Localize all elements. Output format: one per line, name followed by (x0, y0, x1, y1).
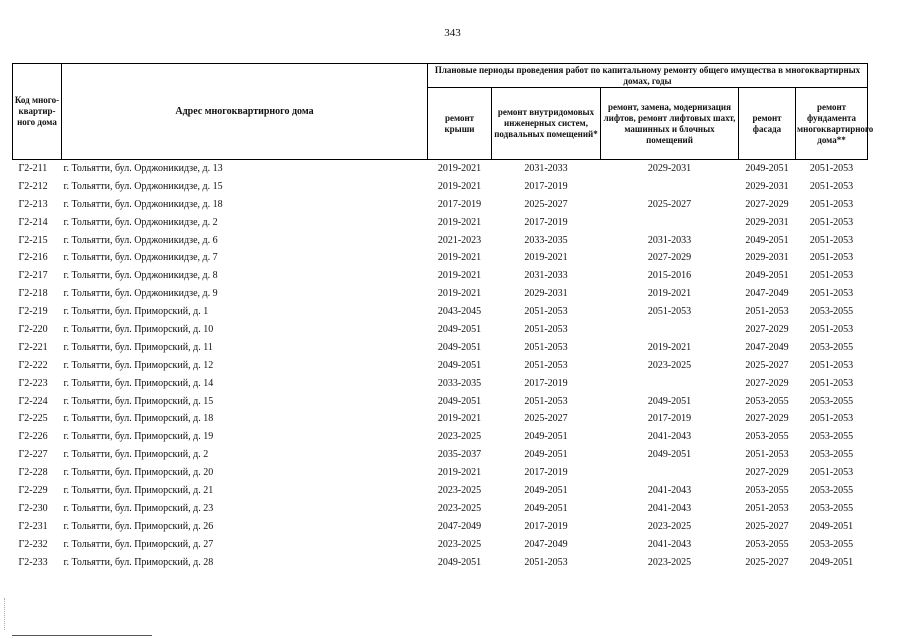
cell-elevators (601, 375, 739, 393)
cell-address: г. Тольятти, бул. Приморский, д. 27 (63, 538, 214, 550)
cell-roof: 2019-2021 (437, 162, 482, 174)
cell-elevators: 2041-2043 (647, 538, 692, 550)
cell-address: г. Тольятти, бул. Орджоникидзе, д. 8 (63, 270, 218, 282)
cell-code: Г2-231 (18, 520, 48, 532)
table-row (13, 321, 868, 339)
cell-facade: 2029-2031 (745, 216, 789, 228)
cell-foundation: 2049-2051 (809, 520, 854, 532)
cell-facade: 2053-2055 (745, 538, 789, 550)
cell-address: г. Тольятти, бул. Орджоникидзе, д. 6 (63, 234, 218, 246)
cell-foundation: 2051-2053 (809, 288, 854, 300)
cell-address: г. Тольятти, бул. Приморский, д. 26 (63, 520, 214, 532)
margin-dots (4, 598, 7, 630)
cell-elevators: 2049-2051 (647, 395, 692, 407)
cell-roof: 2049-2051 (437, 359, 482, 371)
cell-code: Г2-233 (18, 556, 48, 568)
cell-foundation: 2051-2053 (809, 467, 854, 479)
cell-facade: 2025-2027 (745, 359, 789, 371)
cell-elevators (601, 321, 739, 339)
cell-elevators: 2041-2043 (647, 484, 692, 496)
header-internal-systems: ремонт внутридомовых инженерных систем, подвальных помещений* (492, 88, 601, 160)
cell-code: Г2-222 (18, 359, 48, 371)
cell-facade: 2025-2027 (745, 556, 789, 568)
cell-roof: 2035-2037 (437, 449, 482, 461)
cell-foundation: 2053-2055 (809, 395, 854, 407)
cell-roof: 2049-2051 (437, 556, 482, 568)
cell-foundation: 2053-2055 (809, 306, 854, 318)
cell-facade: 2029-2031 (745, 180, 789, 192)
cell-facade: 2049-2051 (745, 234, 789, 246)
cell-elevators (601, 214, 739, 232)
cell-code: Г2-213 (18, 198, 48, 210)
cell-elevators: 2049-2051 (647, 449, 692, 461)
cell-internal-systems: 2029-2031 (524, 288, 568, 300)
cell-facade: 2049-2051 (745, 162, 789, 174)
header-code: Код много-квартир-ного дома (13, 64, 62, 160)
cell-roof: 2021-2023 (437, 234, 482, 246)
cell-code: Г2-229 (18, 484, 48, 496)
cell-elevators: 2031-2033 (647, 234, 692, 246)
cell-roof: 2019-2021 (437, 180, 482, 192)
cell-code: Г2-218 (18, 288, 48, 300)
cell-code: Г2-225 (18, 413, 48, 425)
cell-internal-systems: 2017-2019 (524, 180, 568, 192)
table-row (13, 160, 868, 178)
header-foundation: ремонт фундамента многоквартирного дома** (796, 88, 868, 160)
cell-elevators: 2027-2029 (647, 252, 692, 264)
cell-internal-systems: 2025-2027 (524, 198, 568, 210)
footnote-divider (12, 635, 152, 636)
cell-internal-systems: 2051-2053 (524, 323, 568, 335)
cell-code: Г2-228 (18, 467, 48, 479)
cell-code: Г2-224 (18, 395, 48, 407)
cell-facade: 2053-2055 (745, 484, 789, 496)
cell-elevators: 2015-2016 (647, 270, 692, 282)
table-row (13, 554, 868, 572)
cell-internal-systems: 2051-2053 (524, 395, 568, 407)
cell-address: г. Тольятти, бул. Приморский, д. 18 (63, 413, 214, 425)
cell-internal-systems: 2049-2051 (524, 484, 568, 496)
cell-address: г. Тольятти, бул. Приморский, д. 15 (63, 395, 214, 407)
cell-roof: 2019-2021 (437, 216, 482, 228)
cell-facade: 2027-2029 (745, 323, 789, 335)
cell-foundation: 2051-2053 (809, 162, 854, 174)
cell-code: Г2-219 (18, 306, 48, 318)
table-row (13, 178, 868, 196)
table-row (13, 375, 868, 393)
cell-roof: 2023-2025 (437, 502, 482, 514)
cell-roof: 2019-2021 (437, 467, 482, 479)
cell-roof: 2023-2025 (437, 538, 482, 550)
cell-internal-systems: 2051-2053 (524, 556, 568, 568)
cell-address: г. Тольятти, бул. Приморский, д. 28 (63, 556, 214, 568)
cell-address: г. Тольятти, бул. Орджоникидзе, д. 18 (63, 198, 223, 210)
cell-internal-systems: 2047-2049 (524, 538, 568, 550)
cell-elevators: 2025-2027 (647, 198, 692, 210)
cell-internal-systems: 2017-2019 (524, 216, 568, 228)
header-address: Адрес многоквартирного дома (62, 64, 428, 160)
cell-foundation: 2051-2053 (809, 270, 854, 282)
table-row (13, 285, 868, 303)
cell-facade: 2051-2053 (745, 502, 789, 514)
cell-foundation: 2053-2055 (809, 538, 854, 550)
cell-internal-systems: 2017-2019 (524, 467, 568, 479)
table-row (13, 267, 868, 285)
table-body (13, 160, 868, 572)
cell-internal-systems: 2019-2021 (524, 252, 568, 264)
cell-foundation: 2049-2051 (809, 556, 854, 568)
table-row (13, 410, 868, 428)
table-row (13, 393, 868, 411)
cell-address: г. Тольятти, бул. Приморский, д. 12 (63, 359, 214, 371)
cell-internal-systems: 2051-2053 (524, 341, 568, 353)
cell-elevators: 2029-2031 (647, 162, 692, 174)
cell-code: Г2-227 (18, 449, 48, 461)
cell-roof: 2047-2049 (437, 520, 482, 532)
cell-foundation: 2051-2053 (809, 198, 854, 210)
cell-roof: 2019-2021 (437, 413, 482, 425)
cell-code: Г2-217 (18, 270, 48, 282)
table-row (13, 232, 868, 250)
cell-facade: 2053-2055 (745, 395, 789, 407)
cell-foundation: 2053-2055 (809, 431, 854, 443)
header-elevators: ремонт, замена, модернизация лифтов, ремонт лифтовых шахт, машинных и блочных помещений (601, 88, 739, 160)
cell-facade: 2047-2049 (745, 288, 789, 300)
cell-foundation: 2053-2055 (809, 449, 854, 461)
cell-address: г. Тольятти, бул. Приморский, д. 23 (63, 502, 214, 514)
cell-elevators (601, 178, 739, 196)
cell-foundation: 2051-2053 (809, 180, 854, 192)
table-header (13, 64, 874, 160)
cell-foundation: 2051-2053 (809, 216, 854, 228)
cell-elevators: 2019-2021 (647, 288, 692, 300)
cell-foundation: 2053-2055 (809, 341, 854, 353)
table-row (13, 339, 868, 357)
cell-address: г. Тольятти, бул. Приморский, д. 14 (63, 377, 214, 389)
table-row (13, 518, 868, 536)
cell-address: г. Тольятти, бул. Приморский, д. 20 (63, 467, 214, 479)
table-row (13, 196, 868, 214)
cell-elevators: 2019-2021 (647, 341, 692, 353)
cell-facade: 2049-2051 (745, 270, 789, 282)
cell-foundation: 2053-2055 (809, 484, 854, 496)
cell-code: Г2-226 (18, 431, 48, 443)
cell-address: г. Тольятти, бул. Орджоникидзе, д. 9 (63, 288, 218, 300)
cell-address: г. Тольятти, бул. Приморский, д. 19 (63, 431, 214, 443)
cell-code: Г2-230 (18, 502, 48, 514)
header-roof: ремонт крыши (428, 88, 492, 160)
table-row (13, 357, 868, 375)
cell-code: Г2-215 (18, 234, 48, 246)
cell-internal-systems: 2017-2019 (524, 520, 568, 532)
table-row (13, 303, 868, 321)
cell-roof: 2023-2025 (437, 484, 482, 496)
cell-roof: 2019-2021 (437, 252, 482, 264)
cell-foundation: 2051-2053 (809, 252, 854, 264)
cell-code: Г2-214 (18, 216, 48, 228)
cell-foundation: 2053-2055 (809, 502, 854, 514)
cell-address: г. Тольятти, бул. Приморский, д. 21 (63, 484, 214, 496)
capital-repair-table (12, 63, 874, 571)
cell-elevators: 2023-2025 (647, 359, 692, 371)
cell-address: г. Тольятти, бул. Орджоникидзе, д. 2 (63, 216, 218, 228)
cell-internal-systems: 2049-2051 (524, 502, 568, 514)
cell-roof: 2049-2051 (437, 323, 482, 335)
page-number: 343 (444, 27, 461, 39)
header-facade: ремонт фасада (739, 88, 796, 160)
cell-facade: 2025-2027 (745, 520, 789, 532)
cell-elevators (601, 464, 739, 482)
cell-address: г. Тольятти, бул. Орджоникидзе, д. 13 (63, 162, 223, 174)
cell-internal-systems: 2017-2019 (524, 377, 568, 389)
cell-code: Г2-223 (18, 377, 48, 389)
cell-roof: 2023-2025 (437, 431, 482, 443)
table-row (13, 464, 868, 482)
cell-internal-systems: 2033-2035 (524, 234, 568, 246)
cell-internal-systems: 2025-2027 (524, 413, 568, 425)
table-row (13, 536, 868, 554)
cell-address: г. Тольятти, бул. Орджоникидзе, д. 15 (63, 180, 223, 192)
cell-roof: 2033-2035 (437, 377, 482, 389)
cell-code: Г2-220 (18, 323, 48, 335)
cell-roof: 2019-2021 (437, 270, 482, 282)
cell-code: Г2-221 (18, 341, 48, 353)
cell-address: г. Тольятти, бул. Приморский, д. 1 (63, 306, 209, 318)
cell-foundation: 2051-2053 (809, 413, 854, 425)
cell-facade: 2027-2029 (745, 413, 789, 425)
cell-internal-systems: 2049-2051 (524, 449, 568, 461)
table-row (13, 428, 868, 446)
cell-internal-systems: 2051-2053 (524, 359, 568, 371)
cell-internal-systems: 2049-2051 (524, 431, 568, 443)
cell-address: г. Тольятти, бул. Орджоникидзе, д. 7 (63, 252, 218, 264)
table-row (13, 214, 868, 232)
cell-address: г. Тольятти, бул. Приморский, д. 2 (63, 449, 209, 461)
cell-roof: 2049-2051 (437, 341, 482, 353)
cell-facade: 2051-2053 (745, 306, 789, 318)
cell-internal-systems: 2051-2053 (524, 306, 568, 318)
cell-roof: 2049-2051 (437, 395, 482, 407)
cell-address: г. Тольятти, бул. Приморский, д. 10 (63, 323, 214, 335)
cell-facade: 2027-2029 (745, 467, 789, 479)
cell-roof: 2019-2021 (437, 288, 482, 300)
table-row (13, 500, 868, 518)
cell-code: Г2-232 (18, 538, 48, 550)
cell-elevators: 2023-2025 (647, 520, 692, 532)
cell-elevators: 2041-2043 (647, 431, 692, 443)
header-periods-group: Плановые периоды проведения работ по капитальному ремонту общего имущества в многоквартирных домах, годы (428, 64, 868, 88)
cell-code: Г2-211 (18, 162, 48, 174)
cell-elevators: 2051-2053 (647, 306, 692, 318)
table-row (13, 249, 868, 267)
cell-elevators: 2017-2019 (647, 413, 692, 425)
cell-elevators: 2041-2043 (647, 502, 692, 514)
cell-facade: 2051-2053 (745, 449, 789, 461)
cell-foundation: 2051-2053 (809, 359, 854, 371)
table-row (13, 482, 868, 500)
cell-roof: 2017-2019 (437, 198, 482, 210)
cell-roof: 2043-2045 (437, 306, 482, 318)
cell-facade: 2053-2055 (745, 431, 789, 443)
cell-elevators: 2023-2025 (647, 556, 692, 568)
cell-facade: 2027-2029 (745, 198, 789, 210)
cell-facade: 2027-2029 (745, 377, 789, 389)
cell-foundation: 2051-2053 (809, 234, 854, 246)
cell-internal-systems: 2031-2033 (524, 270, 568, 282)
cell-internal-systems: 2031-2033 (524, 162, 568, 174)
cell-facade: 2047-2049 (745, 341, 789, 353)
cell-foundation: 2051-2053 (809, 323, 854, 335)
cell-facade: 2029-2031 (745, 252, 789, 264)
table-row (13, 446, 868, 464)
cell-foundation: 2051-2053 (809, 377, 854, 389)
cell-code: Г2-212 (18, 180, 48, 192)
cell-address: г. Тольятти, бул. Приморский, д. 11 (63, 341, 213, 353)
cell-code: Г2-216 (18, 252, 48, 264)
